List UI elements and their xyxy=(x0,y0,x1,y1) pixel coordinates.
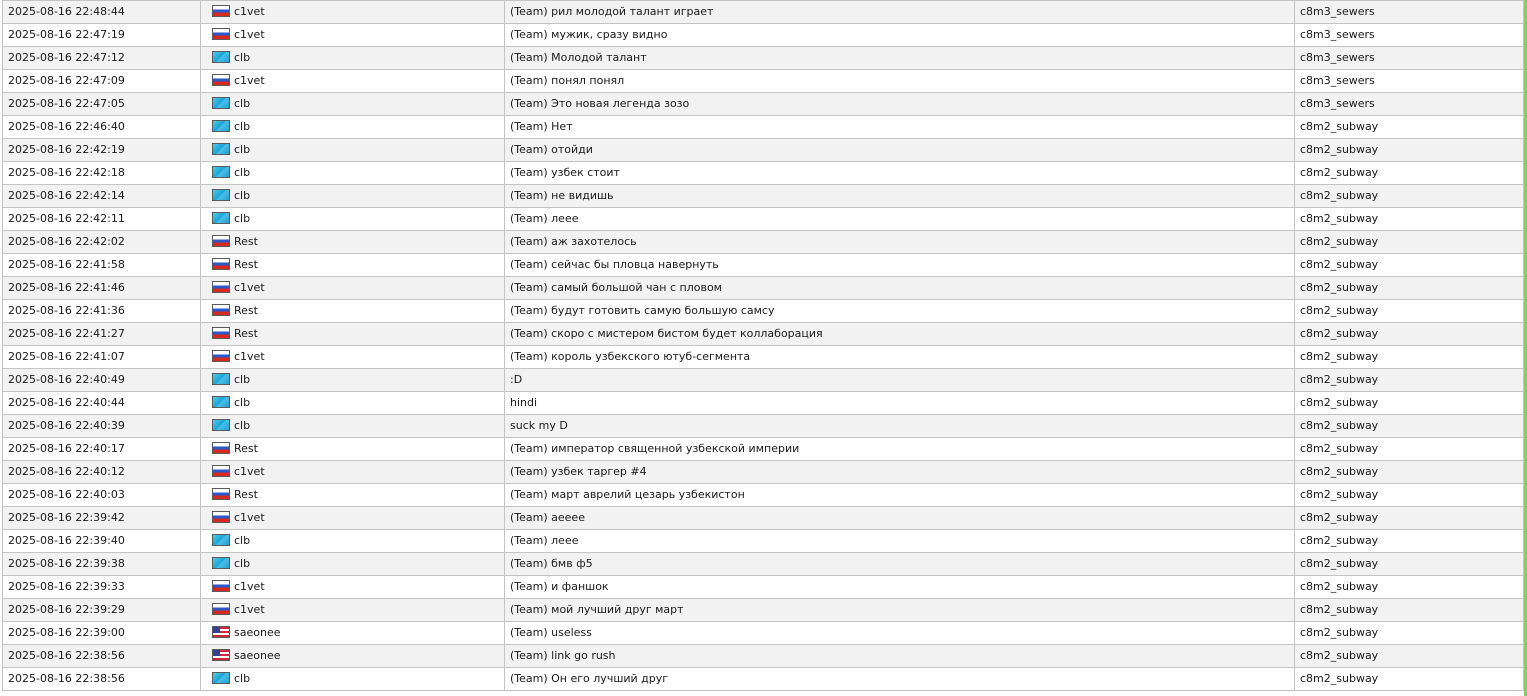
russia-flag-icon xyxy=(212,5,230,17)
player-cell xyxy=(201,668,505,691)
player-cell xyxy=(201,277,505,300)
map-cell: c8m2_subway xyxy=(1295,300,1524,323)
time-cell: 2025-08-16 22:40:17 xyxy=(3,438,201,461)
player-name[interactable]: Rest xyxy=(234,258,258,271)
message-cell: (Team) самый большой чан с пловом xyxy=(505,277,1295,300)
kazakhstan-flag-icon xyxy=(212,51,230,63)
time-cell: 2025-08-16 22:47:05 xyxy=(3,93,201,116)
usa-flag-icon xyxy=(212,626,230,638)
table-row xyxy=(3,323,1524,346)
map-cell: c8m2_subway xyxy=(1295,622,1524,645)
time-cell: 2025-08-16 22:47:12 xyxy=(3,47,201,70)
map-cell: c8m2_subway xyxy=(1295,553,1524,576)
table-row xyxy=(3,346,1524,369)
player-cell xyxy=(201,599,505,622)
russia-flag-icon xyxy=(212,603,230,615)
table-row xyxy=(3,645,1524,668)
map-cell: c8m2_subway xyxy=(1295,254,1524,277)
time-cell: 2025-08-16 22:39:42 xyxy=(3,507,201,530)
player-cell xyxy=(201,576,505,599)
kazakhstan-flag-icon xyxy=(212,396,230,408)
time-cell: 2025-08-16 22:40:12 xyxy=(3,461,201,484)
time-cell: 2025-08-16 22:42:11 xyxy=(3,208,201,231)
time-cell: 2025-08-16 22:39:00 xyxy=(3,622,201,645)
map-cell: c8m2_subway xyxy=(1295,507,1524,530)
time-cell: 2025-08-16 22:39:40 xyxy=(3,530,201,553)
russia-flag-icon xyxy=(212,580,230,592)
message-cell: hindi xyxy=(505,392,1295,415)
map-cell: c8m2_subway xyxy=(1295,139,1524,162)
player-cell xyxy=(201,461,505,484)
message-cell: (Team) леее xyxy=(505,530,1295,553)
usa-flag-icon xyxy=(212,649,230,661)
table-row xyxy=(3,139,1524,162)
time-cell: 2025-08-16 22:39:38 xyxy=(3,553,201,576)
player-name[interactable]: Rest xyxy=(234,488,258,501)
player-name[interactable]: c1vet xyxy=(234,465,265,478)
time-cell: 2025-08-16 22:42:19 xyxy=(3,139,201,162)
chat-log-table xyxy=(2,0,1524,691)
map-cell: c8m2_subway xyxy=(1295,116,1524,139)
player-cell xyxy=(201,392,505,415)
map-cell: c8m2_subway xyxy=(1295,369,1524,392)
player-name[interactable]: c1vet xyxy=(234,5,265,18)
player-name[interactable]: c1vet xyxy=(234,28,265,41)
kazakhstan-flag-icon xyxy=(212,166,230,178)
russia-flag-icon xyxy=(212,350,230,362)
message-cell: (Team) отойди xyxy=(505,139,1295,162)
player-cell xyxy=(201,93,505,116)
time-cell: 2025-08-16 22:48:44 xyxy=(3,1,201,24)
player-cell xyxy=(201,116,505,139)
table-row xyxy=(3,231,1524,254)
russia-flag-icon xyxy=(212,488,230,500)
player-cell xyxy=(201,553,505,576)
player-name[interactable]: saeonee xyxy=(234,649,281,662)
player-cell xyxy=(201,162,505,185)
message-cell: (Team) аж захотелось xyxy=(505,231,1295,254)
player-name[interactable]: c1vet xyxy=(234,350,265,363)
table-row xyxy=(3,484,1524,507)
player-name[interactable]: clb xyxy=(234,120,251,133)
player-name[interactable]: clb xyxy=(234,419,251,432)
russia-flag-icon xyxy=(212,442,230,454)
kazakhstan-flag-icon xyxy=(212,373,230,385)
time-cell: 2025-08-16 22:39:29 xyxy=(3,599,201,622)
table-row xyxy=(3,599,1524,622)
player-name[interactable]: c1vet xyxy=(234,511,265,524)
player-cell xyxy=(201,208,505,231)
table-row xyxy=(3,622,1524,645)
message-cell: (Team) леее xyxy=(505,208,1295,231)
kazakhstan-flag-icon xyxy=(212,212,230,224)
player-name[interactable]: Rest xyxy=(234,442,258,455)
player-cell xyxy=(201,645,505,668)
map-cell: c8m2_subway xyxy=(1295,645,1524,668)
table-row xyxy=(3,392,1524,415)
message-cell: (Team) март аврелий цезарь узбекистон xyxy=(505,484,1295,507)
message-cell: (Team) рил молодой талант играет xyxy=(505,1,1295,24)
player-cell xyxy=(201,530,505,553)
player-cell xyxy=(201,484,505,507)
message-cell: (Team) Молодой талант xyxy=(505,47,1295,70)
map-cell: c8m2_subway xyxy=(1295,438,1524,461)
player-name[interactable]: clb xyxy=(234,143,251,156)
time-cell: 2025-08-16 22:41:27 xyxy=(3,323,201,346)
table-row xyxy=(3,668,1524,691)
player-cell xyxy=(201,254,505,277)
map-cell: c8m2_subway xyxy=(1295,392,1524,415)
russia-flag-icon xyxy=(212,281,230,293)
russia-flag-icon xyxy=(212,327,230,339)
player-name[interactable]: c1vet xyxy=(234,281,265,294)
map-cell: c8m3_sewers xyxy=(1295,93,1524,116)
table-row xyxy=(3,24,1524,47)
map-cell: c8m2_subway xyxy=(1295,162,1524,185)
table-row xyxy=(3,369,1524,392)
kazakhstan-flag-icon xyxy=(212,419,230,431)
time-cell: 2025-08-16 22:41:07 xyxy=(3,346,201,369)
table-row xyxy=(3,553,1524,576)
map-cell: c8m2_subway xyxy=(1295,323,1524,346)
message-cell: (Team) король узбекского ютуб-сегмента xyxy=(505,346,1295,369)
player-name[interactable]: Rest xyxy=(234,235,258,248)
player-cell xyxy=(201,369,505,392)
kazakhstan-flag-icon xyxy=(212,534,230,546)
table-row xyxy=(3,208,1524,231)
message-cell: (Team) useless xyxy=(505,622,1295,645)
map-cell: c8m2_subway xyxy=(1295,461,1524,484)
map-cell: c8m2_subway xyxy=(1295,668,1524,691)
player-cell xyxy=(201,231,505,254)
time-cell: 2025-08-16 22:40:44 xyxy=(3,392,201,415)
player-cell xyxy=(201,300,505,323)
table-row xyxy=(3,415,1524,438)
player-cell xyxy=(201,415,505,438)
time-cell: 2025-08-16 22:41:36 xyxy=(3,300,201,323)
table-row xyxy=(3,70,1524,93)
map-cell: c8m2_subway xyxy=(1295,415,1524,438)
russia-flag-icon xyxy=(212,304,230,316)
table-row xyxy=(3,507,1524,530)
message-cell: (Team) мой лучший друг март xyxy=(505,599,1295,622)
map-cell: c8m3_sewers xyxy=(1295,70,1524,93)
message-cell: (Team) аееее xyxy=(505,507,1295,530)
message-cell: (Team) не видишь xyxy=(505,185,1295,208)
table-row xyxy=(3,576,1524,599)
kazakhstan-flag-icon xyxy=(212,189,230,201)
table-row xyxy=(3,162,1524,185)
time-cell: 2025-08-16 22:39:33 xyxy=(3,576,201,599)
table-row xyxy=(3,47,1524,70)
message-cell: (Team) link go rush xyxy=(505,645,1295,668)
table-row xyxy=(3,254,1524,277)
player-name[interactable]: clb xyxy=(234,373,251,386)
russia-flag-icon xyxy=(212,74,230,86)
player-cell xyxy=(201,70,505,93)
map-cell: c8m2_subway xyxy=(1295,530,1524,553)
kazakhstan-flag-icon xyxy=(212,143,230,155)
message-cell: (Team) сейчас бы пловца навернуть xyxy=(505,254,1295,277)
time-cell: 2025-08-16 22:42:18 xyxy=(3,162,201,185)
russia-flag-icon xyxy=(212,28,230,40)
russia-flag-icon xyxy=(212,465,230,477)
player-cell xyxy=(201,622,505,645)
player-name[interactable]: saeonee xyxy=(234,626,281,639)
time-cell: 2025-08-16 22:40:49 xyxy=(3,369,201,392)
map-cell: c8m2_subway xyxy=(1295,576,1524,599)
time-cell: 2025-08-16 22:38:56 xyxy=(3,668,201,691)
player-name[interactable]: clb xyxy=(234,51,251,64)
russia-flag-icon xyxy=(212,235,230,247)
table-row xyxy=(3,277,1524,300)
message-cell: :D xyxy=(505,369,1295,392)
map-cell: c8m3_sewers xyxy=(1295,1,1524,24)
time-cell: 2025-08-16 22:42:02 xyxy=(3,231,201,254)
player-name[interactable]: clb xyxy=(234,189,251,202)
player-cell xyxy=(201,507,505,530)
player-name[interactable]: clb xyxy=(234,557,251,570)
map-cell: c8m3_sewers xyxy=(1295,24,1524,47)
player-cell xyxy=(201,346,505,369)
message-cell: (Team) узбек таргер #4 xyxy=(505,461,1295,484)
kazakhstan-flag-icon xyxy=(212,672,230,684)
table-row xyxy=(3,530,1524,553)
message-cell: (Team) Нет xyxy=(505,116,1295,139)
message-cell: (Team) Он его лучший друг xyxy=(505,668,1295,691)
map-cell: c8m2_subway xyxy=(1295,484,1524,507)
table-row xyxy=(3,461,1524,484)
player-cell xyxy=(201,438,505,461)
time-cell: 2025-08-16 22:41:58 xyxy=(3,254,201,277)
map-cell: c8m2_subway xyxy=(1295,599,1524,622)
message-cell: (Team) и фаншок xyxy=(505,576,1295,599)
message-cell: suck my D xyxy=(505,415,1295,438)
chat-log-table-container xyxy=(2,0,1523,691)
player-name[interactable]: Rest xyxy=(234,304,258,317)
player-name[interactable]: clb xyxy=(234,534,251,547)
player-name[interactable]: c1vet xyxy=(234,603,265,616)
player-name[interactable]: clb xyxy=(234,166,251,179)
time-cell: 2025-08-16 22:40:03 xyxy=(3,484,201,507)
player-name[interactable]: clb xyxy=(234,672,251,685)
player-cell xyxy=(201,139,505,162)
kazakhstan-flag-icon xyxy=(212,120,230,132)
message-cell: (Team) узбек стоит xyxy=(505,162,1295,185)
table-row xyxy=(3,185,1524,208)
player-name[interactable]: c1vet xyxy=(234,74,265,87)
table-row xyxy=(3,116,1524,139)
message-cell: (Team) мужик, сразу видно xyxy=(505,24,1295,47)
time-cell: 2025-08-16 22:46:40 xyxy=(3,116,201,139)
time-cell: 2025-08-16 22:47:09 xyxy=(3,70,201,93)
table-row xyxy=(3,1,1524,24)
player-cell xyxy=(201,185,505,208)
player-name[interactable]: clb xyxy=(234,212,251,225)
player-name[interactable]: clb xyxy=(234,396,251,409)
kazakhstan-flag-icon xyxy=(212,557,230,569)
message-cell: (Team) скоро с мистером бистом будет коллаборация xyxy=(505,323,1295,346)
message-cell: (Team) понял понял xyxy=(505,70,1295,93)
message-cell: (Team) будут готовить самую большую самсу xyxy=(505,300,1295,323)
player-cell xyxy=(201,24,505,47)
chat-log-body xyxy=(3,1,1524,691)
player-name[interactable]: Rest xyxy=(234,327,258,340)
message-cell: (Team) Это новая легенда зозо xyxy=(505,93,1295,116)
player-name[interactable]: clb xyxy=(234,97,251,110)
russia-flag-icon xyxy=(212,258,230,270)
time-cell: 2025-08-16 22:41:46 xyxy=(3,277,201,300)
map-cell: c8m2_subway xyxy=(1295,185,1524,208)
russia-flag-icon xyxy=(212,511,230,523)
map-cell: c8m2_subway xyxy=(1295,346,1524,369)
time-cell: 2025-08-16 22:38:56 xyxy=(3,645,201,668)
map-cell: c8m2_subway xyxy=(1295,277,1524,300)
time-cell: 2025-08-16 22:40:39 xyxy=(3,415,201,438)
time-cell: 2025-08-16 22:42:14 xyxy=(3,185,201,208)
player-cell xyxy=(201,323,505,346)
kazakhstan-flag-icon xyxy=(212,97,230,109)
message-cell: (Team) император священной узбекской империи xyxy=(505,438,1295,461)
map-cell: c8m2_subway xyxy=(1295,231,1524,254)
time-cell: 2025-08-16 22:47:19 xyxy=(3,24,201,47)
player-cell xyxy=(201,1,505,24)
table-row xyxy=(3,438,1524,461)
table-row xyxy=(3,300,1524,323)
player-cell xyxy=(201,47,505,70)
table-row xyxy=(3,93,1524,116)
map-cell: c8m3_sewers xyxy=(1295,47,1524,70)
map-cell: c8m2_subway xyxy=(1295,208,1524,231)
player-name[interactable]: c1vet xyxy=(234,580,265,593)
message-cell: (Team) бмв ф5 xyxy=(505,553,1295,576)
